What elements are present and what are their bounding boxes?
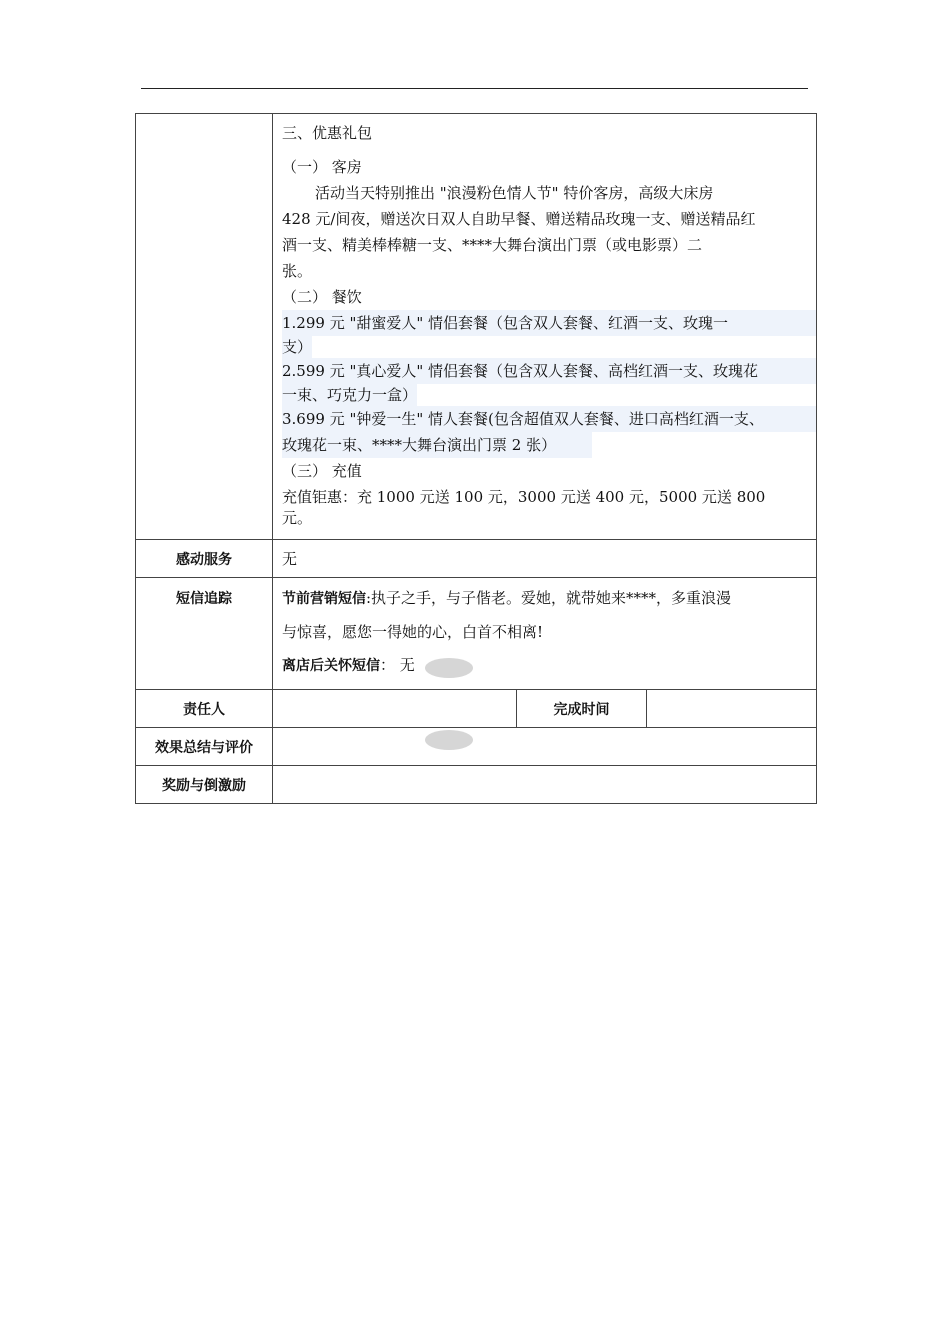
dining-item-2b: 一束、巧克力一盒） bbox=[282, 386, 418, 404]
smudge-mark bbox=[425, 658, 473, 678]
dining-item-1b: 支） bbox=[282, 338, 313, 356]
smudge-mark bbox=[425, 730, 473, 750]
rooms-line-1: 活动当天特别推出 "浪漫粉色情人节" 特价客房，高级大床房 bbox=[315, 184, 714, 202]
gift-label-cell bbox=[136, 114, 273, 540]
owner-value[interactable] bbox=[273, 690, 517, 728]
dining-item-1a: 1.299 元 "甜蜜爱人" 情侣套餐（包含双人套餐、红酒一支、玫瑰一 bbox=[282, 310, 816, 336]
pre-sms-text-1: :执子之手，与子偕老。爱她，就带她来****，多重浪漫 bbox=[366, 589, 732, 607]
dining-item-3a: 3.699 元 "钟爱一生" 情人套餐(包含超值双人套餐、进口高档红酒一支、 bbox=[282, 406, 816, 432]
summary-row bbox=[136, 728, 817, 766]
service-row bbox=[136, 540, 817, 578]
dining-item-3b: 玫瑰花一束、****大舞台演出门票 2 张） bbox=[282, 432, 592, 458]
gift-row bbox=[136, 114, 817, 540]
reward-row bbox=[136, 766, 817, 804]
owner-row bbox=[136, 690, 817, 728]
recharge-title: （三） 充值 bbox=[282, 462, 362, 480]
rooms-line-2: 428 元/间夜，赠送次日双人自助早餐、赠送精品玫瑰一支、赠送精品红 bbox=[282, 210, 756, 228]
owner-label: 责任人 bbox=[136, 690, 273, 728]
pre-sms-text-2: 与惊喜，愿您一得她的心，白首不相离! bbox=[282, 623, 544, 641]
header-rule bbox=[141, 88, 808, 89]
rooms-line-3: 酒一支、精美棒棒糖一支、****大舞台演出门票（或电影票）二 bbox=[282, 236, 703, 254]
post-sms-text: ： 无 bbox=[380, 656, 415, 674]
pre-sms-label: 节前营销短信 bbox=[282, 591, 366, 607]
post-sms-label: 离店后关怀短信 bbox=[282, 658, 380, 674]
rooms-title: （一） 客房 bbox=[282, 158, 362, 176]
recharge-line-2: 元。 bbox=[282, 509, 313, 527]
dining-item-2a: 2.599 元 "真心爱人" 情侣套餐（包含双人套餐、高档红酒一支、玫瑰花 bbox=[282, 358, 816, 384]
dining-title: （二） 餐饮 bbox=[282, 288, 362, 306]
service-value: 无 bbox=[273, 540, 817, 578]
gift-content-cell bbox=[273, 114, 817, 540]
reward-value[interactable] bbox=[273, 766, 817, 804]
sms-content bbox=[273, 578, 817, 690]
service-label: 感动服务 bbox=[136, 540, 273, 578]
summary-label: 效果总结与评价 bbox=[136, 728, 273, 766]
rooms-line-4: 张。 bbox=[282, 262, 313, 280]
summary-value[interactable] bbox=[273, 728, 817, 766]
recharge-line-1: 充值钜惠：充 1000 元送 100 元，3000 元送 400 元，5000 元送 800 bbox=[282, 488, 766, 506]
completion-time-label: 完成时间 bbox=[517, 690, 647, 728]
sms-row bbox=[136, 578, 817, 690]
gift-heading: 三、优惠礼包 bbox=[282, 124, 373, 142]
plan-table bbox=[135, 113, 817, 804]
reward-label: 奖励与倒激励 bbox=[136, 766, 273, 804]
completion-time-value[interactable] bbox=[647, 690, 817, 728]
sms-label: 短信追踪 bbox=[136, 578, 273, 690]
